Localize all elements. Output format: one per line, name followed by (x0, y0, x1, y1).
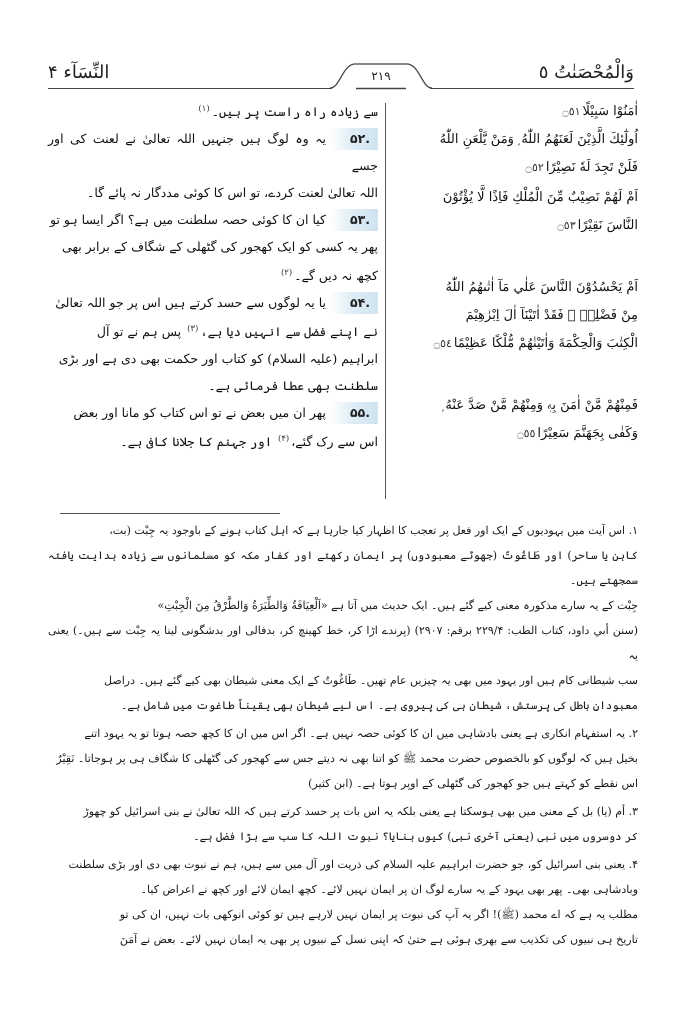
translation-line (48, 345, 378, 372)
ayah-line (394, 154, 638, 182)
ayah-line (394, 212, 638, 240)
footnote-line: جِبْت کے یہ سارے مذکورہ معنی کیے گئے ہیں۔ ایک حدیث میں آتا ہے «اَلْعِيَافَةُ وَالطِّيَرَةُ وَالطَّرْقُ مِنَ الْجِبْتِ» (157, 599, 638, 612)
ayah-text: الْكِتٰبَ وَالْحِكْمَةَ وَاٰتَيْنٰھُمْ مُّلْكًا عَظِيْمًا (453, 336, 638, 351)
verse-translation-start (48, 289, 378, 316)
ayah-line (394, 126, 638, 154)
translation-text: پھر یہ کسی کو ایک کھجور کی گٹھلی کے شگاف کے برابر بھی (62, 239, 378, 255)
ayah-line (394, 274, 638, 302)
translation-text: سے زیادہ راہ راست پر ہیں۔ (211, 104, 378, 120)
translation-line (48, 233, 378, 260)
translation-text: پس ہم نے تو آل (96, 324, 182, 340)
ayah-text: اُولٰٓئِكَ الَّذِيْنَ لَعَنَهُمُ اللّٰهُ ۭ وَمَنْ يَّلْعَنِ اللّٰهُ (439, 132, 638, 147)
footnote-line: مطلب یہ ہے کہ اے محمد (ﷺ)! اگر یہ آپ کی نبوت پر ایمان نہیں لارہے ہیں تو کوئی انوکھی بات نہیں، ان کی تو (119, 908, 638, 921)
footnote-reference[interactable]: (۲) (280, 268, 293, 279)
ayah-text: وَكَفٰى بِجَهَنَّمَ سَعِيْرًا (537, 426, 638, 441)
ayah-text: اَمْ يَحْسُدُوْنَ النَّاسَ عَلٰي مَآ اٰتٰىھُمُ اللّٰهُ (445, 280, 638, 295)
translation-text: پھر ان میں بعض نے تو اس کتاب کو مانا اور بعض (73, 405, 326, 421)
ayah-end-marker-icon: ۝٥٥ (517, 427, 536, 440)
footnote-line: کر دوسروں میں نبی (یعنی آخری نبی) کیوں بنایا؟ نبوت اللہ کا سب سے بڑا فضل ہے۔ (193, 830, 638, 843)
ayah-line (394, 302, 638, 330)
translation-line (48, 179, 378, 206)
translation-text: کیا ان کا کوئی حصہ سلطنت میں ہے؟ اگر ایسا ہو تو (50, 212, 326, 228)
ayah (394, 98, 638, 126)
footnote-line: ۳. أم (یا) بل کے معنی میں بھی ہوسکتا ہے یعنی بلکہ یہ اس بات پر حسد کرتے ہیں کہ اللہ تعالیٰ نے بنی اسرائیل کو چھوڑ (83, 805, 638, 818)
footnote-line: بخیل ہیں کہ لوگوں کو بالخصوص حضرت محمد ﷺ کو اتنا بھی نہ دیتے جس سے کھجور کی گٹھلی کا شگاف ہی پر ہوجاتا۔ نَقِيْرٌ (56, 752, 638, 765)
ayah (394, 274, 638, 358)
juz-name: وَالْمُحْصَنٰتُ ٥ (538, 62, 634, 83)
footnote-line: ۱. اس آیت میں یہودیوں کے ایک اور فعل پر تعجب کا اظہار کیا جارہا ہے کہ اہل کتاب ہونے کے باوجود یہ جِبْت (بت، (109, 524, 638, 537)
translation-text: اللہ تعالیٰ لعنت کردے، تو اس کا کوئی مددگار نہ پائے گا۔ (87, 185, 378, 201)
ayah-line (394, 420, 638, 448)
footnote-reference[interactable]: (۴) (278, 434, 290, 445)
ayah-line (394, 184, 638, 212)
translation-text: یا یہ لوگوں سے حسد کرتے ہیں اس پر جو اللہ تعالیٰ (55, 295, 326, 311)
ayah-end-marker-icon: ۝٥٢ (525, 161, 544, 174)
ayah-text: اَمْ لَهُمْ نَصِيْبٌ مِّنَ الْمُلْكِ فَاِذًا لَّا يُؤْتُوْنَ (442, 190, 638, 205)
translation-line (48, 372, 378, 399)
verse-translation-start (48, 399, 378, 426)
translation-text: کچھ نہ دیں گے۔ (294, 268, 378, 284)
header-rule-left (48, 88, 332, 89)
ayah-line (394, 98, 638, 126)
ayah-text: مِنْ فَضْلِهٖ ۚ فَقَدْ اٰتَيْنَآ اٰلَ اِبْرٰهِيْمَ (465, 308, 638, 323)
ayah-end-marker-icon: ۝٥٤ (433, 337, 452, 350)
footnote-line: ۲. یہ استفہام انکاری ہے یعنی بادشاہی میں ان کا کوئی حصہ نہیں ہے۔ اگر اس میں ان کا کچھ حصہ ہوتا تو یہ یہود اتنے (84, 727, 638, 740)
footnote-line: اس نقطے کو کہتے ہیں جو کھجور کی گٹھلی کے اوپر ہوتا ہے۔ (ابن کثیر) (308, 777, 638, 790)
ayah (394, 392, 638, 448)
footnote-line: ۴. یعنی بنی اسرائیل کو، جو حضرت ابراہیم علیہ السلام کی ذریت اور آل میں سے ہیں، ہم نے نبوت بھی دی اور بڑی سلطنت (68, 858, 638, 871)
ayah-text: فَمِنْهُمْ مَّنْ اٰمَنَ بِهٖ وَمِنْهُمْ مَّنْ صَدَّ عَنْهُ ۭ (442, 398, 638, 413)
ayah-text: اٰمَنُوْا سَبِيْلًا (582, 104, 638, 119)
verse-number-badge: .۵۲ (330, 128, 378, 150)
footnote-line: سب شیطانی کام ہیں اور یہود میں بھی یہ چیزیں عام تھیں۔ طَاغُوتٌ کے ایک معنی شیطان بھی کیے گئے ہیں۔ دراصل (104, 674, 638, 687)
translation-text: اس سے رک گئے، (291, 434, 378, 450)
ayah (394, 184, 638, 240)
verse-translation-start (48, 206, 378, 233)
translation-text: ابراہیم (علیہ السلام) کو کتاب اور حکمت بھی دی ہے اور بڑی (58, 351, 378, 367)
verse-number-badge: .۵۵ (330, 402, 378, 424)
quran-arabic-column (394, 98, 638, 448)
translation-text: یہ وہ لوگ ہیں جنہیں اللہ تعالیٰ نے لعنت کی اور جسے (48, 131, 378, 174)
footnotes (48, 518, 638, 952)
translation-text: اور جہنم کا جلانا کافی ہے۔ (120, 434, 273, 450)
footnote-reference[interactable]: (۱) (198, 104, 210, 114)
ayah-text: النَّاسَ نَقِيْرًا (577, 218, 638, 233)
surah-name: النِّسَآء ۴ (48, 62, 110, 83)
ayah-line (394, 330, 638, 358)
ayah-line (394, 392, 638, 420)
page-number-tab (330, 62, 432, 92)
column-divider (385, 103, 386, 499)
footnote-line: (سنن أبي داود، كتاب الطب: ۲۲۹/۴ برقم: ۲۹۰۷) (پرندے اڑا کر، خط کھینچ کر، بدفالی اور بدشگونی لینا یہ جِبْت سے ہیں۔) یعنی یہ (48, 624, 638, 662)
translation-line (48, 426, 378, 455)
translation-line (48, 96, 378, 125)
ayah-text: فَلَنْ تَجِدَ لَهٗ نَصِيْرًا (545, 160, 638, 175)
footnote-line: وبادشاہی بھی۔ پھر بھی یہود کے یہ سارے لوگ ان پر ایمان نہیں لائے۔ کچھ ایمان لائے اور کچھ نے اعراض کیا۔ (140, 883, 638, 896)
translation-text: نے اپنے فضل سے انہیں دیا ہے، (200, 324, 378, 340)
verse-translation-start (48, 125, 378, 179)
footnote-separator (60, 513, 280, 514)
urdu-translation-column (48, 96, 378, 456)
translation-line (48, 316, 378, 345)
header-rule-right (430, 88, 634, 89)
ayah (394, 126, 638, 182)
ayah-end-marker-icon: ۝٥٣ (557, 219, 576, 232)
footnote-line: معبودانِ باطل کی پرستش، شیطان ہی کی پیروی ہے۔ اس لیے شیطان بھی یقیناً طاغوت میں شامل ہے۔ (120, 699, 638, 712)
footnote-line: کاہن یا ساحر) اور طَاغُوتٌ (جھوٹے معبودوں) پر ایمان رکھتے اور کفار مکہ کو مسلمانوں سے زیادہ ہدایت یافتہ سمجھتے ہیں۔ (48, 549, 638, 587)
verse-number-badge: .۵۳ (330, 209, 378, 231)
footnote-reference[interactable]: (۳) (187, 324, 199, 335)
page-header (0, 0, 682, 100)
verse-number-badge: .۵۴ (330, 292, 378, 314)
translation-line (48, 260, 378, 289)
ayah-end-marker-icon: ۝٥١ (562, 105, 581, 118)
footnote-line: تاریخ ہی نبیوں کی تکذیب سے بھری ہوئی ہے حتیٰ کہ اپنی نسل کے نبیوں پر بھی یہ ایمان نہیں لائے۔ بعض نے آمَنَ (119, 933, 638, 946)
translation-text: سلطنت بھی عطا فرمائی ہے۔ (208, 378, 378, 394)
page-number: ۲۱۹ (371, 69, 391, 83)
